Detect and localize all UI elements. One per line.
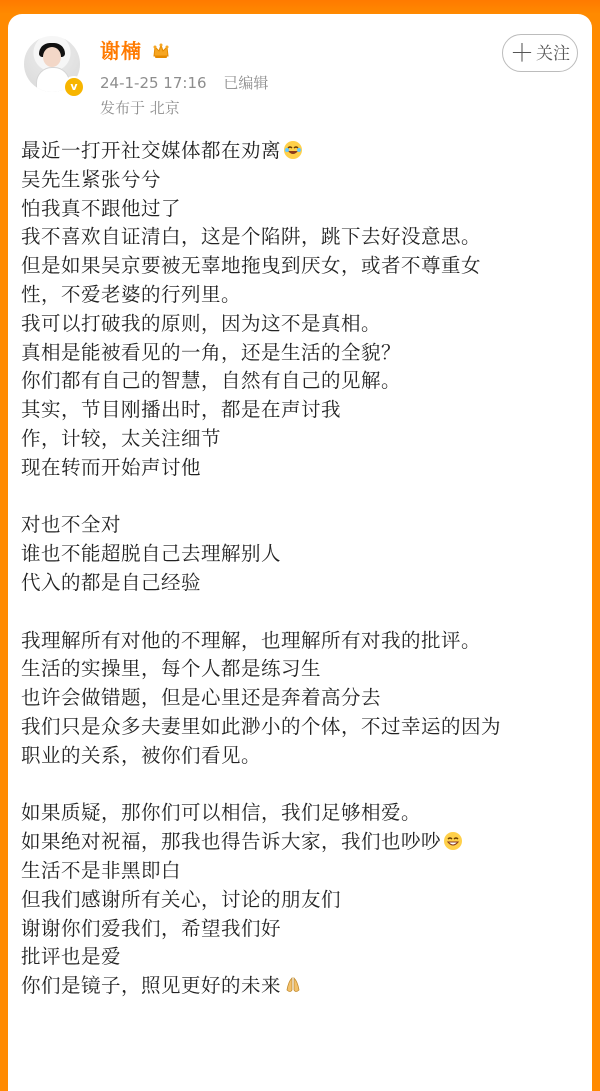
content-line: 谢谢你们爱我们，希望我们好 [21,916,282,940]
content-line: 我不喜欢自证清白，这是个陷阱，跳下去好没意思。 [21,225,482,249]
content-line: 如果绝对祝福，那我也得告诉大家，我们也吵吵 [21,828,581,857]
content-line: 我可以打破我的原则，因为这不是真相。 [21,311,382,335]
content-line: 其实，节目刚播出时，都是在声讨我 [21,398,342,422]
content-line: 但是如果吴京要被无辜地拖曳到厌女，或者不尊重女 [21,254,482,278]
avatar-face [43,47,61,67]
content-line: 最近一打开社交媒体都在劝离 [21,137,581,166]
praying-hands-emoji-icon [283,975,303,995]
paragraph-spacer [21,483,581,512]
plus-icon: ＋ [510,39,534,67]
edited-label: 已编辑 [223,74,269,92]
follow-button[interactable] [502,34,578,72]
content-line: 但我们感谢所有关心，讨论的朋友们 [21,887,342,911]
author-name[interactable]: 谢楠 [100,39,142,63]
content-line: 对也不全对 [21,513,122,537]
content-line: 代入的都是自己经验 [21,570,202,594]
content-line: 职业的关系，被你们看见。 [21,743,262,767]
content-line: 作，计较，太关注细节 [21,426,222,450]
content-line: 也许会做错题，但是心里还是奔着高分去 [21,686,382,710]
verified-badge-icon: v [63,76,85,98]
paragraph-spacer [21,598,581,627]
top-status-area [0,0,600,14]
content-line: 我理解所有对他的不理解，也理解所有对我的批评。 [21,628,482,652]
content-line: 生活的实操里，每个人都是练习生 [21,657,322,681]
vip-crown-icon [151,41,171,61]
content-line: 你们是镜子，照见更好的未来 [21,972,581,1001]
follow-button-label: 关注 [536,44,570,64]
content-line: 我们只是众多夫妻里如此渺小的个体，不过幸运的因为 [21,714,502,738]
content-line: 你们都有自己的智慧，自然有自己的见解。 [21,369,402,393]
content-line: 性，不爱老婆的行列里。 [21,282,242,306]
content-line: 真相是能被看见的一角，还是生活的全貌？ [21,340,402,364]
laughing-crying-emoji-icon [283,140,303,160]
post-location: 发布于 北京 [100,99,180,117]
content-line: 吴先生紧张兮兮 [21,167,162,191]
paragraph-spacer [21,771,581,800]
content-line: 现在转而开始声讨他 [21,455,202,479]
content-line: 如果质疑，那你们可以相信，我们足够相爱。 [21,801,422,825]
content-line: 生活不是非黑即白 [21,858,182,882]
post-timestamp: 24-1-25 17:16 [100,74,207,92]
weibo-post-card [8,14,592,1091]
post-content [21,137,581,1001]
content-line: 谁也不能超脱自己去理解别人 [21,542,282,566]
content-line: 怕我真不跟他过了 [21,196,182,220]
grinning-emoji-icon [443,831,463,851]
content-line: 批评也是爱 [21,945,122,969]
post-meta [100,73,268,93]
